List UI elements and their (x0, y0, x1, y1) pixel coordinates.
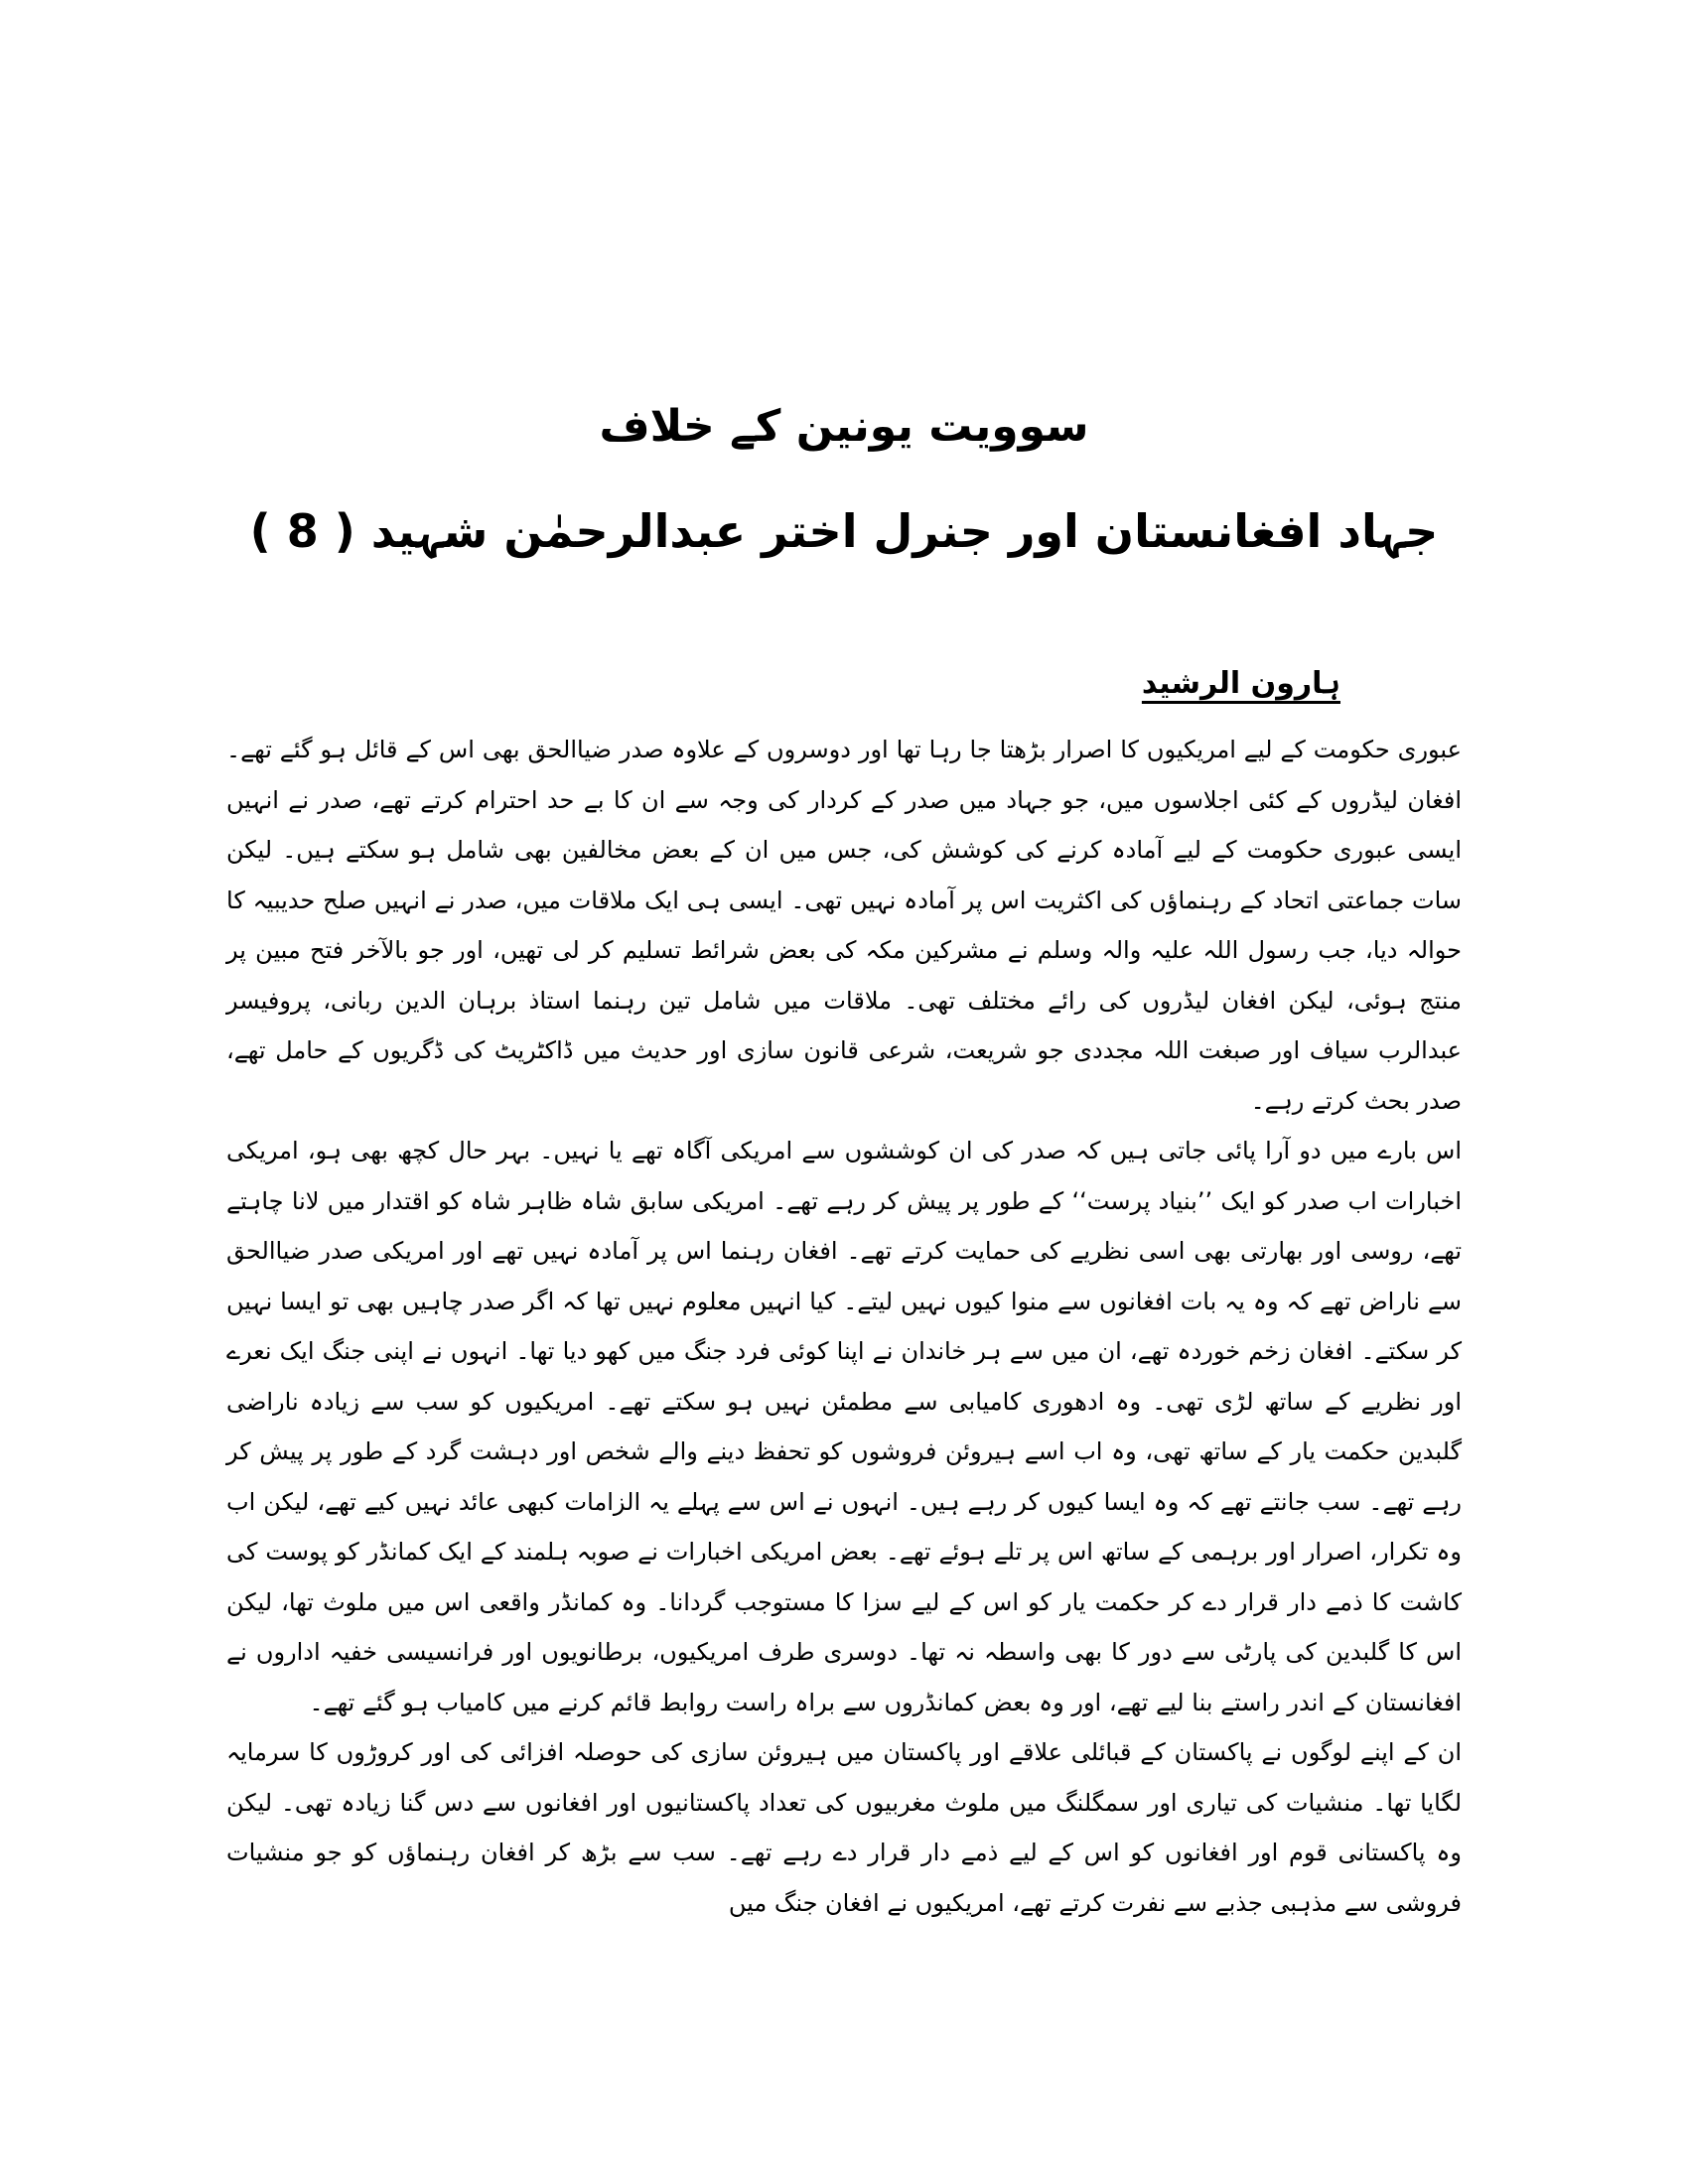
author-byline: ہارون الرشید (1141, 666, 1340, 701)
page-title-line-2: جہاد افغانستان اور جنرل اختر عبدالرحمٰن شہید ( 8 ) (249, 504, 1439, 558)
page-title-line-1: سوویت یونین کے خلاف (599, 401, 1089, 452)
article-paragraph: اس بارے میں دو آرا پائی جاتی ہیں کہ صدر کی ان کوششوں سے امریکی آگاہ تھے یا نہیں۔ بہر حال کچھ بھی ہو، امریکی اخبارات اب صدر کو ایک ’’بنیاد پرست‘‘ کے طور پر پیش کر رہے تھے۔ امریکی سابق شاہ ظاہر شاہ کو اقتدار میں لانا چاہتے تھے، روسی اور بھارتی بھی اسی نظریے کی حمایت کرتے تھے۔ افغان رہنما اس پر آمادہ نہیں تھے اور امریکی صدر ضیاالحق سے ناراض تھے کہ وہ یہ بات افغانوں سے منوا کیوں نہیں لیتے۔ کیا انہیں معلوم نہیں تھا کہ اگر صدر چاہیں بھی تو ایسا نہیں کر سکتے۔ افغان زخم خوردہ تھے، ان میں سے ہر خاندان نے اپنا کوئی فرد جنگ میں کھو دیا تھا۔ انہوں نے اپنی جنگ ایک نعرے اور نظریے کے ساتھ لڑی تھی۔ وہ ادھوری کامیابی سے مطمئن نہیں ہو سکتے تھے۔ امریکیوں کو سب سے زیادہ ناراضی گلبدین حکمت یار کے ساتھ تھی، وہ اب اسے ہیروئن فروشوں کو تحفظ دینے والے شخص اور دہشت گرد کے طور پر پیش کر رہے تھے۔ سب جانتے تھے کہ وہ ایسا کیوں کر رہے ہیں۔ انہوں نے اس سے پہلے یہ الزامات کبھی عائد نہیں کیے تھے، لیکن اب وہ تکرار، اصرار اور برہمی کے ساتھ اس پر تلے ہوئے تھے۔ بعض امریکی اخبارات نے صوبہ ہلمند کے ایک کمانڈر کو پوست کی کاشت کا ذمے دار قرار دے کر حکمت یار کو اس کے لیے سزا کا مستوجب گردانا۔ وہ کمانڈر واقعی اس میں ملوث تھا، لیکن اس کا گلبدین کی پارٹی سے دور کا بھی واسطہ نہ تھا۔ دوسری طرف امریکیوں، برطانویوں اور فرانسیسی خفیہ اداروں نے افغانستان کے اندر راستے بنا لیے تھے، اور وہ بعض کمانڈروں سے براہ راست روابط قائم کرنے میں کامیاب ہو گئے تھے۔ (226, 1137, 1463, 1716)
article-body (226, 725, 1462, 1928)
article-paragraph: عبوری حکومت کے لیے امریکیوں کا اصرار بڑھتا جا رہا تھا اور دوسروں کے علاوہ صدر ضیاالحق بھی اس کے قائل ہو گئے تھے۔ افغان لیڈروں کے کئی اجلاسوں میں، جو جہاد میں صدر کے کردار کی وجہ سے ان کا بے حد احترام کرتے تھے، صدر نے انہیں ایسی عبوری حکومت کے لیے آمادہ کرنے کی کوشش کی، جس میں ان کے بعض مخالفین بھی شامل ہو سکتے ہیں۔ لیکن سات جماعتی اتحاد کے رہنماؤں کی اکثریت اس پر آمادہ نہیں تھی۔ ایسی ہی ایک ملاقات میں، صدر نے انہیں صلح حدیبیہ کا حوالہ دیا، جب رسول اللہ علیہ والہ وسلم نے مشرکین مکہ کی بعض شرائط تسلیم کر لی تھیں، اور جو بالآخر فتح مبین پر منتج ہوئی، لیکن افغان لیڈروں کی رائے مختلف تھی۔ ملاقات میں شامل تین رہنما استاذ برہان الدین ربانی، پروفیسر عبدالرب سیاف اور صبغت اللہ مجددی جو شریعت، شرعی قانون سازی اور حدیث میں ڈاکٹریٹ کی ڈگریوں کے حامل تھے، صدر بحث کرتے رہے۔ (226, 736, 1463, 1115)
article-paragraph: ان کے اپنے لوگوں نے پاکستان کے قبائلی علاقے اور پاکستان میں ہیروئن سازی کی حوصلہ افزائی کی اور کروڑوں کا سرمایہ لگایا تھا۔ منشیات کی تیاری اور سمگلنگ میں ملوث مغربیوں کی تعداد پاکستانیوں اور افغانوں سے دس گنا زیادہ تھی۔ لیکن وہ پاکستانی قوم اور افغانوں کو اس کے لیے ذمے دار قرار دے رہے تھے۔ سب سے بڑھ کر افغان رہنماؤں کو جو منشیات فروشی سے مذہبی جذبے سے نفرت کرتے تھے، امریکیوں نے افغان جنگ میں (226, 1738, 1462, 1917)
